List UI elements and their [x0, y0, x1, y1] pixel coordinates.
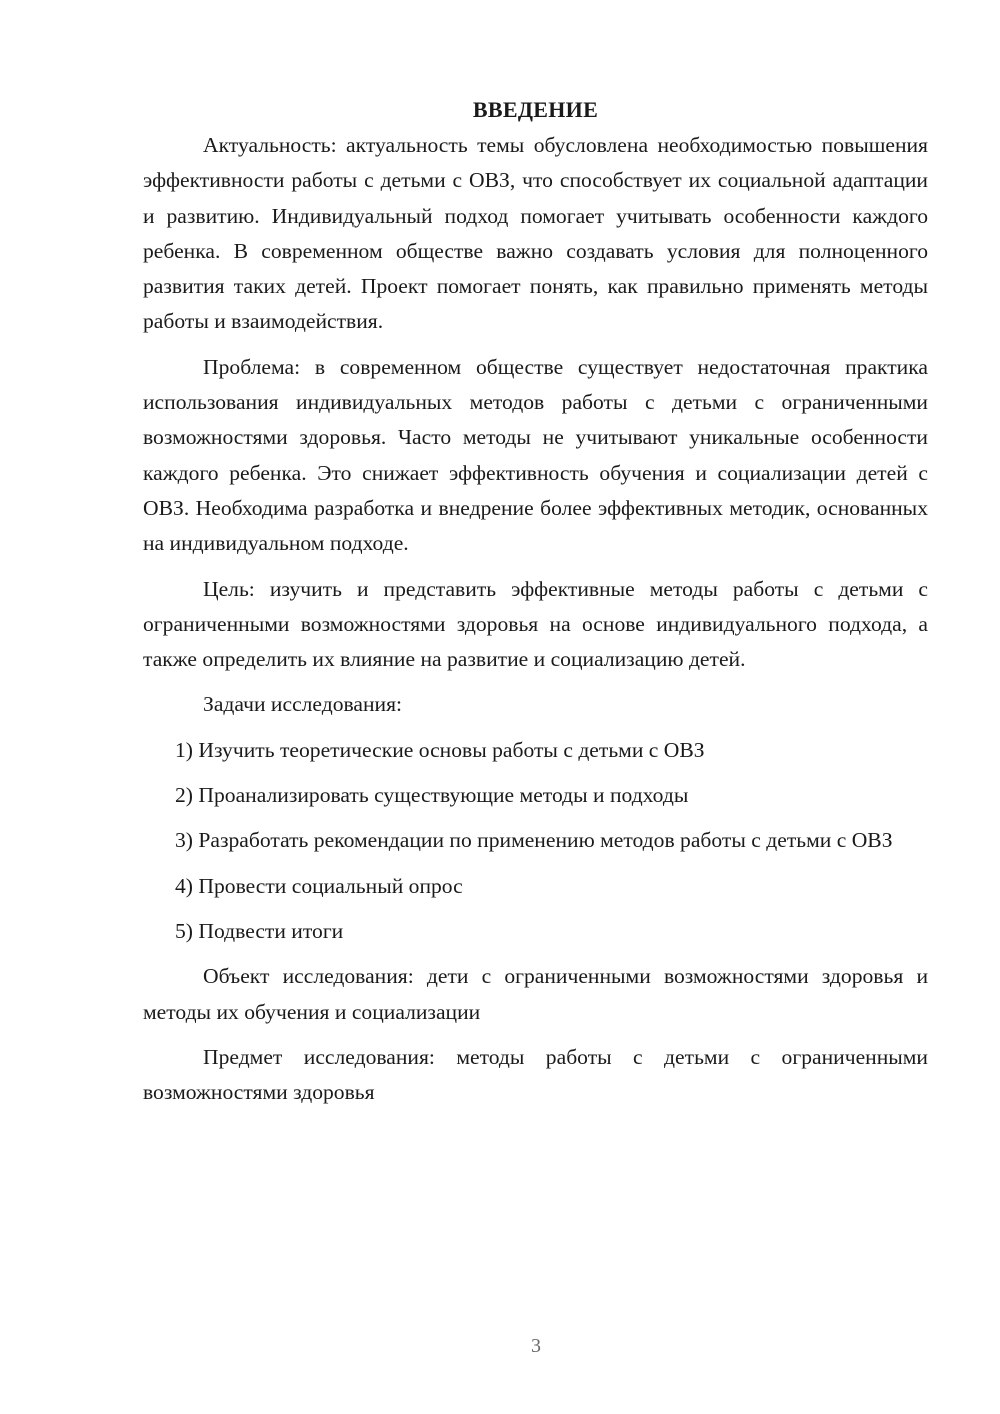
tasks-heading: Задачи исследования: [203, 692, 403, 717]
task-item: 4) Провести социальный опрос [175, 873, 463, 898]
page-number: 3 [531, 1335, 541, 1357]
task-item: 5) Подвести итоги [175, 918, 344, 943]
paragraph-goal: Цель: изучить и представить эффективные методы работы с детьми с ограниченными возможностями здоровья на основе индивидуального подхода, а также определить их влияние на развитие и социализацию детей. [143, 576, 928, 672]
paragraph-object: Объект исследования: дети с ограниченными возможностями здоровья и методы их обучения и социализации [143, 964, 928, 1024]
paragraph-problem: Проблема: в современном обществе существует недостаточная практика использования индивидуальных методов работы с детьми с ограниченными возможностями здоровья. Часто методы не учитывают уникальные особенности каждого ребенка. Это снижает эффективность обучения и социализации детей с ОВЗ. Необходима разработка и внедрение более эффективных методик, основанных на индивидуальном подходе. [143, 354, 928, 556]
page-title: ВВЕДЕНИЕ [472, 97, 599, 122]
task-item: 2) Проанализировать существующие методы и подходы [175, 783, 689, 808]
task-item: 3) Разработать рекомендации по применению методов работы с детьми с ОВЗ [175, 828, 893, 853]
task-item: 1) Изучить теоретические основы работы с детьми с ОВЗ [175, 737, 705, 762]
paragraph-subject: Предмет исследования: методы работы с детьми с ограниченными возможностями здоровья [143, 1044, 928, 1105]
page-content [143, 92, 928, 1120]
paragraph-relevance: Актуальность: актуальность темы обусловлена необходимостью повышения эффективности работы с детьми с ОВЗ, что способствует их социальной адаптации и развитию. Индивидуальный подход помогает учитывать особенности каждого ребенка. В современном обществе важно создавать условия для полноценного развития таких детей. Проект помогает понять, как правильно применять методы работы и взаимодействия. [143, 133, 928, 334]
